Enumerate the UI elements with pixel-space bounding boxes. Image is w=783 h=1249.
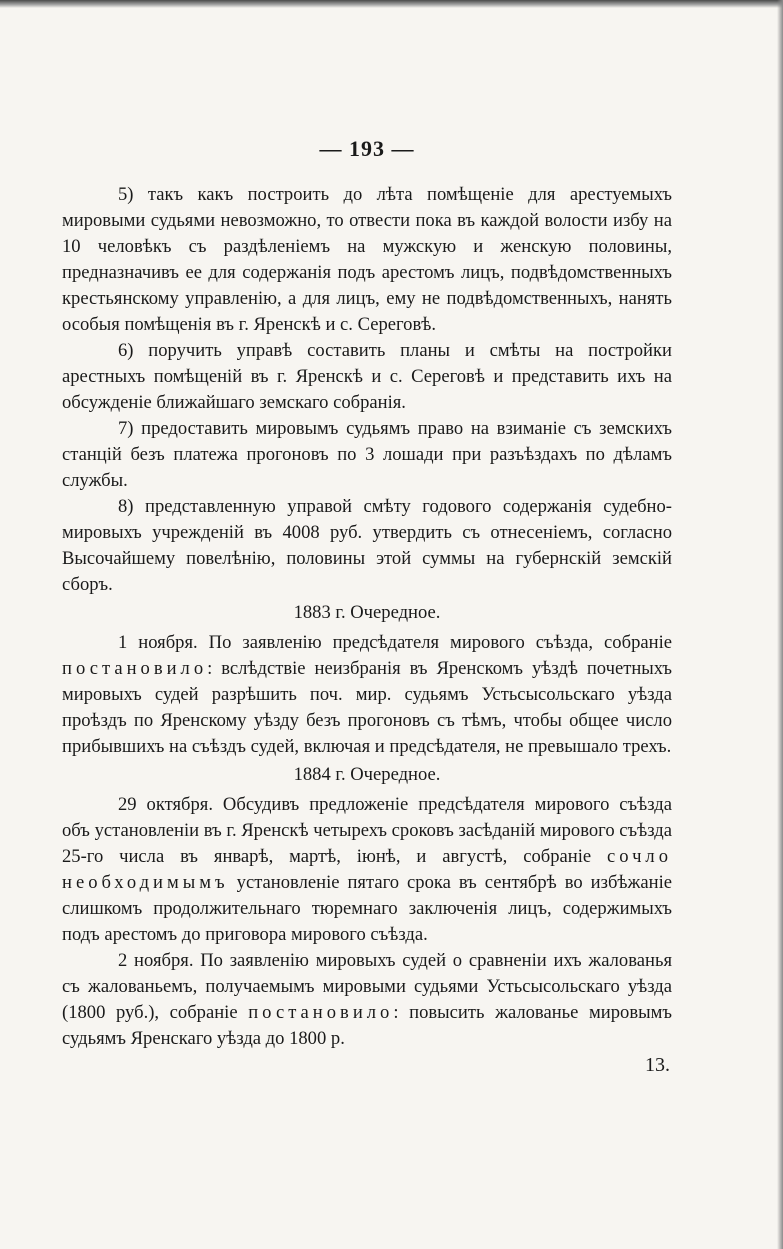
item-8: 8) представленную управой смѣту годового содержанія судебно-мировыхъ учрежденій въ 4008 руб. утвердить съ отнесеніемъ, согласно Высочайшему повелѣнію, половины этой суммы на губернскій земскій сборъ.	[62, 496, 672, 595]
entry-1883-nov-1	[62, 630, 672, 760]
entry-text: установленіе пятаго срока въ сентябрѣ во избѣжаніе слишкомъ продолжительнаго тюремнаго заключенія лицъ, содержимыхъ подъ арестомъ до приговора мирового съѣзда.	[62, 872, 672, 945]
entry-text: 2 ноября. По заявленію мировыхъ судей о сравненіи ихъ жалованья съ жалованьемъ, получаемымъ мировыми судьями Устьсысольскаго уѣзда (1800 руб.), собраніе	[62, 950, 672, 1023]
page-number: — 193 —	[319, 136, 415, 161]
spaced-emphasis: сочло необходимымъ	[62, 846, 672, 893]
entry-text: 1 ноября. По заявленію предсѣдателя мирового съѣзда, собраніе	[118, 632, 672, 653]
entry-text: : вслѣдствіе неизбранія въ Яренскомъ уѣздѣ почетныхъ мировыхъ судей разрѣшить поч. мир. судьямъ Устьсысольскаго уѣзда проѣздъ по Яренскому уѣзду безъ прогоновъ съ тѣмъ, чтобы общее число прибывшихъ на съѣздъ судей, включая и предсѣдателя, не превышало трехъ.	[62, 658, 672, 757]
item-5: 5) такъ какъ построить до лѣта помѣщеніе для арестуемыхъ мировыми судьями невозможно, то отвести пока въ каждой волости избу на 10 человѣкъ съ раздѣленіемъ на мужскую и женскую половины, предназначивъ ее для содержанія подъ арестомъ лицъ, подвѣдомственныхъ крестьянскому управленію, а для лицъ, ему не подвѣдомственныхъ, нанять особыя помѣщенія въ г. Яренскѣ и с. Сереговѣ.	[62, 184, 672, 335]
entry-text: : повысить жалованье мировымъ судьямъ Яренскаго уѣзда до 1800 р.	[62, 1002, 672, 1049]
spaced-emphasis: постановило	[62, 658, 208, 679]
entry-1884-nov-2	[62, 948, 672, 1052]
heading-1883: 1883 г. Очередное.	[293, 602, 441, 623]
item-6: 6) поручить управѣ составить планы и смѣты на постройки арестныхъ помѣщеній въ г. Яренскѣ и с. Сереговѣ и представить ихъ на обсужденіе ближайшаго земскаго собранія.	[62, 340, 672, 413]
scan-edge-right	[777, 0, 783, 1249]
item-7: 7) предоставить мировымъ судьямъ право на взиманіе съ земскихъ станцій безъ платежа прогоновъ по 3 лошади при разъѣздахъ по дѣламъ службы.	[62, 418, 672, 491]
scan-edge-top	[0, 0, 783, 8]
signature-mark: 13.	[645, 1054, 670, 1076]
page-text	[62, 136, 672, 1078]
entry-1884-oct-29	[62, 792, 672, 948]
spaced-emphasis: постановило	[248, 1002, 394, 1023]
heading-1884: 1884 г. Очередное.	[293, 764, 441, 785]
entry-text: 29 октября. Обсудивъ предложеніе предсѣдателя мирового съѣзда объ установленіи въ г. Яренскѣ четырехъ сроковъ засѣданій мирового съѣзда 25-го числа въ январѣ, мартѣ, іюнѣ, и августѣ, собраніе	[62, 794, 672, 867]
